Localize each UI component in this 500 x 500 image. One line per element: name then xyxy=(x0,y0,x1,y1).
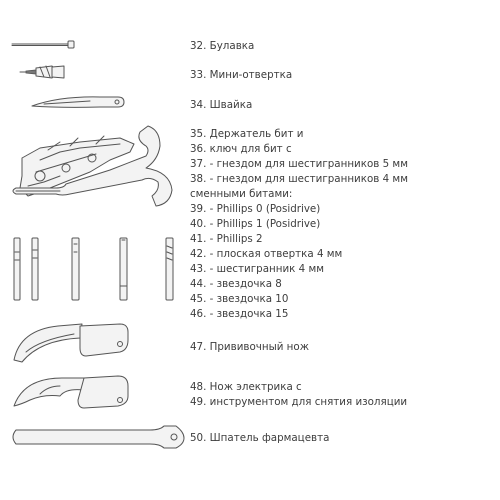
label-38-hex-socket-4mm: 38. - гнездом для шестигранников 4 мм xyxy=(190,173,408,185)
pin-icon xyxy=(12,41,74,48)
bit-flat-icon xyxy=(72,238,79,300)
label-43-hex-4mm: 43. - шестигранник 4 мм xyxy=(190,263,325,275)
label-34-awl: 34. Швайка xyxy=(190,99,253,111)
label-48-electrician-knife: 48. Нож электрика с xyxy=(190,381,302,393)
label-41-phillips-2: 41. - Phillips 2 xyxy=(190,233,263,245)
bit-torx-icon xyxy=(166,238,173,300)
label-32-pin: 32. Булавка xyxy=(190,40,255,52)
label-37-hex-socket-5mm: 37. - гнездом для шестигранников 5 мм xyxy=(190,158,408,170)
bit-phillips-icon xyxy=(14,238,38,300)
label-42-flat-screwdriver: 42. - плоская отвертка 4 мм xyxy=(190,248,343,260)
label-45-torx-10: 45. - звездочка 10 xyxy=(190,293,289,305)
pharmacist-spatula-icon xyxy=(13,426,184,448)
label-46-torx-15: 46. - звездочка 15 xyxy=(190,308,289,320)
label-39-phillips-0: 39. - Phillips 0 (Posidrive) xyxy=(190,203,321,215)
awl-icon xyxy=(32,97,124,107)
electrician-knife-icon xyxy=(14,376,128,408)
label-35-bit-holder: 35. Держатель бит и xyxy=(190,128,304,140)
label-49-wire-stripper: 49. инструментом для снятия изоляции xyxy=(190,396,408,408)
label-40-phillips-1: 40. - Phillips 1 (Posidrive) xyxy=(190,218,321,230)
mini-screwdriver-icon xyxy=(20,66,64,78)
pruning-knife-icon xyxy=(14,324,128,362)
label-36-bit-wrench: 36. ключ для бит с xyxy=(190,143,292,155)
label-44-torx-8: 44. - звездочка 8 xyxy=(190,278,282,290)
label-50-pharmacist-spatula: 50. Шпатель фармацевта xyxy=(190,432,330,444)
label-33-mini-screwdriver: 33. Мини-отвертка xyxy=(190,69,293,81)
label-47-pruning-knife: 47. Прививочный нож xyxy=(190,341,309,353)
bit-hex-icon xyxy=(120,238,127,300)
label-replaceable-bits: сменными битами: xyxy=(190,188,293,200)
